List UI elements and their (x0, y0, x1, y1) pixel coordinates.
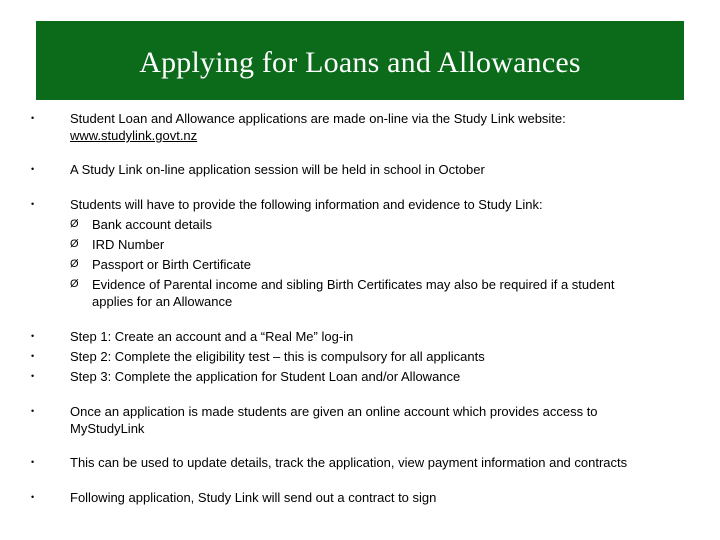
list-item-text: Once an application is made students are given an online account which provides access to (70, 404, 598, 419)
arrow-bullet-icon: Ø (70, 218, 79, 230)
bullet: • (31, 331, 35, 341)
list-item-text: Following application, Study Link will send out a contract to sign (70, 490, 437, 505)
arrow-bullet-icon: Ø (70, 238, 79, 250)
sub-item-text: applies for an Allowance (92, 294, 233, 309)
sub-item-text: IRD Number (92, 237, 165, 252)
bullet: • (31, 371, 35, 381)
step-text: Step 1: Create an account and a “Real Me” log-in (70, 329, 354, 344)
bullet: • (31, 199, 35, 209)
bullet: • (31, 351, 35, 361)
bullet: • (31, 492, 35, 502)
list-item-text: MyStudyLink (70, 421, 145, 436)
arrow-bullet-icon: Ø (70, 278, 79, 290)
list-item-text: A Study Link on-line application session will be held in school in October (70, 162, 485, 177)
studylink-url-link[interactable]: www.studylink.govt.nz (70, 128, 198, 143)
bullet: • (31, 406, 35, 416)
step-text: Step 3: Complete the application for Student Loan and/or Allowance (70, 369, 461, 384)
step-text: Step 2: Complete the eligibility test – this is compulsory for all applicants (70, 349, 485, 364)
sub-item-text: Evidence of Parental income and sibling Birth Certificates may also be required if a student (92, 277, 615, 292)
arrow-bullet-icon: Ø (70, 258, 79, 270)
list-item-text: Students will have to provide the following information and evidence to Study Link: (70, 197, 543, 212)
sub-item-text: Bank account details (92, 217, 212, 232)
sub-item-text: Passport or Birth Certificate (92, 257, 251, 272)
bullet: • (31, 113, 35, 123)
list-item-text: This can be used to update details, track the application, view payment information and contracts (70, 455, 628, 470)
slide-title: Applying for Loans and Allowances (139, 45, 581, 79)
bullet: • (31, 164, 35, 174)
list-item-text: Student Loan and Allowance applications are made on-line via the Study Link website: (70, 111, 566, 126)
bullet: • (31, 457, 35, 467)
